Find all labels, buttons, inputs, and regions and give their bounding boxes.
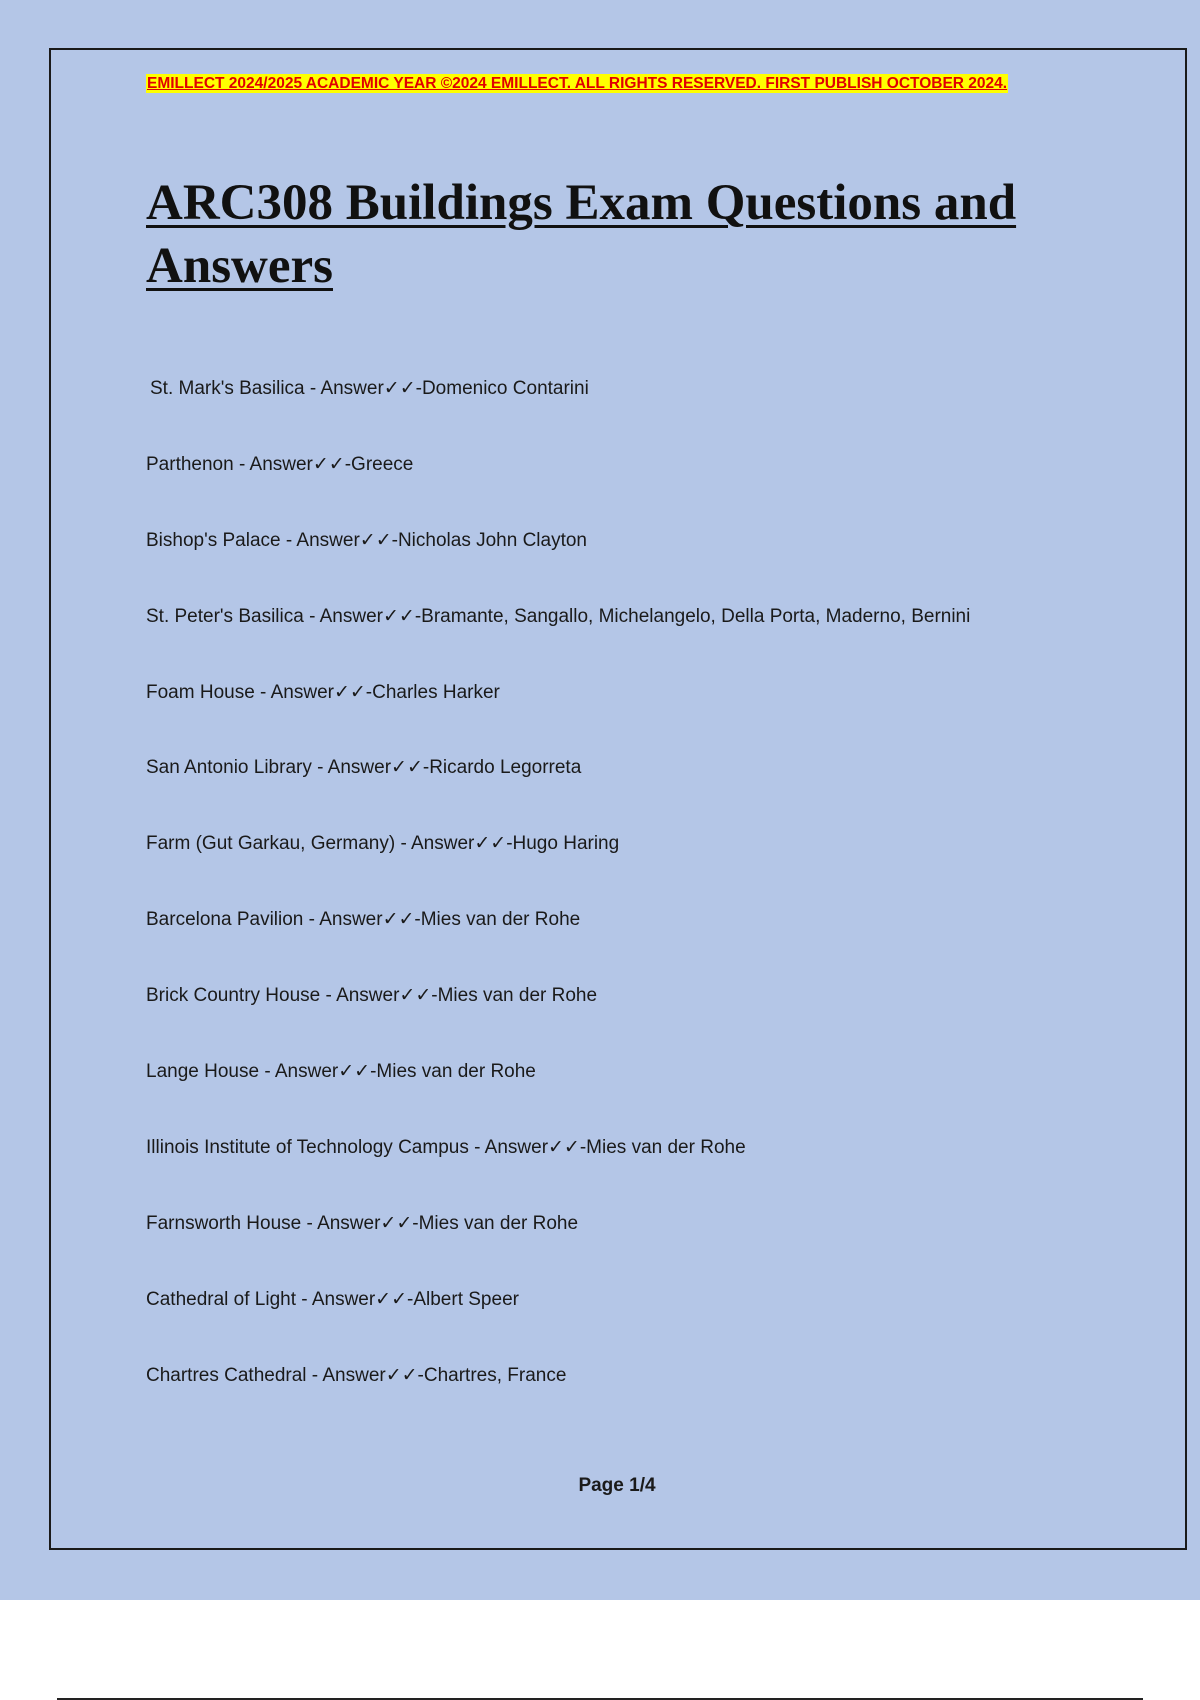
list-item: San Antonio Library - Answer✓✓-Ricardo Legorreta [146,757,582,779]
list-item: Farm (Gut Garkau, Germany) - Answer✓✓-Hugo Haring [146,833,620,855]
list-item: Illinois Institute of Technology Campus - Answer✓✓-Mies van der Rohe [146,1136,746,1158]
list-item: Brick Country House - Answer✓✓-Mies van der Rohe [146,985,598,1007]
list-item: St. Mark's Basilica - Answer✓✓-Domenico Contarini [150,378,589,399]
list-item: St. Peter's Basilica - Answer✓✓-Bramante, Sangallo, Michelangelo, Della Porta, Maderno, Bernini [146,605,971,627]
list-item: Foam House - Answer✓✓-Charles Harker [146,681,500,703]
qa-list [146,376,1146,1438]
list-item: Farnsworth House - Answer✓✓-Mies van der Rohe [146,1212,579,1234]
copyright-banner: EMILLECT 2024/2025 ACADEMIC YEAR ©2024 EMILLECT. ALL RIGHTS RESERVED. FIRST PUBLISH OCTOBER 2024. [147,75,1008,92]
list-item: Parthenon - Answer✓✓-Greece [146,453,414,475]
list-item: Lange House - Answer✓✓-Mies van der Rohe [146,1061,536,1083]
page-number: Page 1/4 [578,1475,656,1496]
list-item: Barcelona Pavilion - Answer✓✓-Mies van der Rohe [146,909,581,931]
list-item: Chartres Cathedral - Answer✓✓-Chartres, France [146,1364,567,1386]
document-title: ARC308 Buildings Exam Questions and Answers [146,175,1017,294]
list-item: Bishop's Palace - Answer✓✓-Nicholas John Clayton [146,529,587,551]
list-item: Cathedral of Light - Answer✓✓-Albert Speer [146,1288,519,1310]
